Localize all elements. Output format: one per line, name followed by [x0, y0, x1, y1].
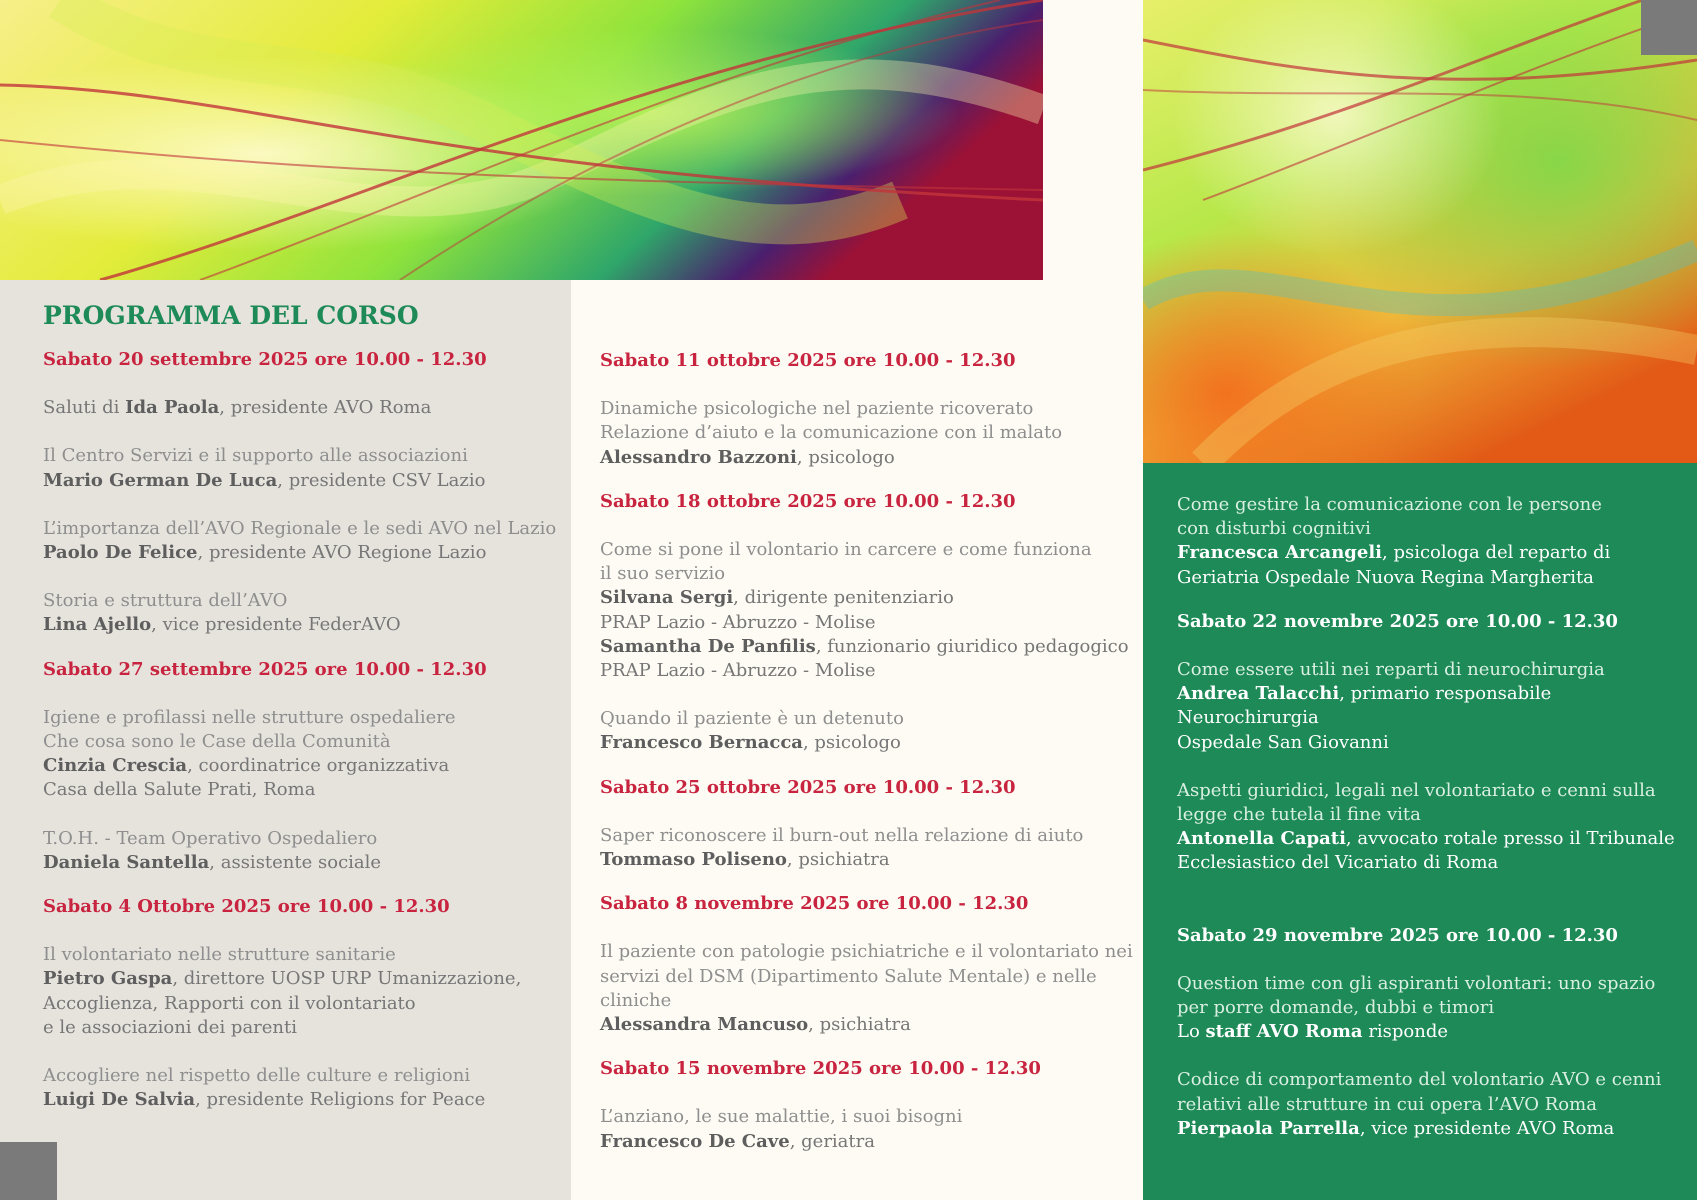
session-date: Sabato 29 novembre 2025 ore 10.00 - 12.30: [1177, 924, 1618, 946]
session-date: Sabato 18 ottobre 2025 ore 10.00 - 12.30: [600, 490, 1016, 512]
talk-topic: Accogliere nel rispetto delle culture e religioni: [43, 1065, 471, 1087]
speaker-affiliation: Ecclesiastico del Vicariato di Roma: [1177, 852, 1499, 874]
talk-speaker: Samantha De Panfilis, funzionario giuridico pedagogico: [600, 635, 1129, 657]
talk-topic: L’importanza dell’AVO Regionale e le sedi AVO nel Lazio: [43, 517, 557, 539]
talk-topic: Question time con gli aspiranti volontari: uno spazio: [1177, 972, 1656, 994]
programme-column-1: [43, 300, 563, 1112]
talk-topic: Storia e struttura dell’AVO: [43, 590, 288, 612]
talk-topic: con disturbi cognitivi: [1177, 518, 1371, 540]
corner-tab-bottom-left: [0, 1142, 57, 1200]
abstract-artwork-right: [1143, 0, 1697, 463]
talk-speaker: Antonella Capati, avvocato rotale presso il Tribunale: [1177, 828, 1675, 850]
talk-topic: Codice di comportamento del volontario AVO e cenni: [1177, 1069, 1662, 1091]
talk-topic: Relazione d’aiuto e la comunicazione con il malato: [600, 422, 1063, 444]
talk-topic: T.O.H. - Team Operativo Ospedaliero: [43, 827, 378, 849]
talk-speaker: Alessandra Mancuso, psichiatra: [600, 1014, 911, 1036]
talk-topic: Il paziente con patologie psichiatriche e il volontariato nei: [600, 941, 1133, 963]
talk-speaker: Lo staff AVO Roma risponde: [1177, 1021, 1449, 1043]
talk-topic: per porre domande, dubbi e timori: [1177, 997, 1495, 1019]
session-date: Sabato 4 Ottobre 2025 ore 10.00 - 12.30: [43, 896, 450, 918]
talk-speaker: Cinzia Crescia, coordinatrice organizzativa: [43, 755, 450, 777]
session-date: Sabato 11 ottobre 2025 ore 10.00 - 12.30: [600, 350, 1016, 371]
talk-topic: Saper riconoscere il burn-out nella relazione di aiuto: [600, 824, 1084, 846]
talk-topic: Che cosa sono le Case della Comunità: [43, 731, 391, 753]
talk-topic: il suo servizio: [600, 563, 726, 585]
talk-speaker: Andrea Talacchi, primario responsabile Neurochirurgia: [1177, 683, 1552, 729]
session-date: Sabato 25 ottobre 2025 ore 10.00 - 12.30: [600, 776, 1016, 798]
talk-speaker: Saluti di Ida Paola, presidente AVO Roma: [43, 397, 432, 419]
talk-speaker: Francesca Arcangeli, psicologa del reparto di: [1177, 542, 1611, 564]
speaker-affiliation: Geriatria Ospedale Nuova Regina Margherita: [1177, 566, 1594, 588]
speaker-affiliation: Casa della Salute Prati, Roma: [43, 779, 316, 801]
speaker-affiliation: Ospedale San Giovanni: [1177, 731, 1389, 753]
abstract-artwork-top: [0, 0, 1043, 280]
programme-column-2: [600, 349, 1135, 1154]
talk-topic: Il volontariato nelle strutture sanitarie: [43, 944, 396, 966]
talk-topic: relativi alle strutture in cui opera l’AVO Roma: [1177, 1093, 1597, 1115]
talk-topic: Dinamiche psicologiche nel paziente ricoverato: [600, 398, 1034, 420]
session-date: Sabato 8 novembre 2025 ore 10.00 - 12.30: [600, 893, 1029, 915]
talk-speaker: Silvana Sergi, dirigente penitenziario: [600, 587, 954, 609]
talk-speaker: Alessandro Bazzoni, psicologo: [600, 446, 895, 468]
talk-topic: Come si pone il volontario in carcere e come funziona: [600, 539, 1092, 561]
talk-topic: legge che tutela il fine vita: [1177, 804, 1421, 826]
session-date: Sabato 22 novembre 2025 ore 10.00 - 12.30: [1177, 610, 1618, 632]
talk-topic: L’anziano, le sue malattie, i suoi bisogni: [600, 1106, 963, 1128]
talk-topic: servizi del DSM (Dipartimento Salute Mentale) e nelle cliniche: [600, 965, 1097, 1011]
talk-topic: Igiene e profilassi nelle strutture ospedaliere: [43, 706, 456, 728]
talk-speaker: Francesco De Cave, geriatra: [600, 1130, 875, 1152]
corner-tab-top-right: [1641, 0, 1697, 55]
talk-speaker: Pietro Gaspa, direttore UOSP URP Umanizzazione,: [43, 968, 522, 990]
talk-speaker: Pierpaola Parrella, vice presidente AVO Roma: [1177, 1117, 1615, 1139]
page-title: PROGRAMMA DEL CORSO: [43, 301, 419, 330]
speaker-affiliation: e le associazioni dei parenti: [43, 1016, 298, 1038]
talk-speaker: Mario German De Luca, presidente CSV Lazio: [43, 469, 486, 491]
talk-topic: Come essere utili nei reparti di neurochirurgia: [1177, 659, 1605, 681]
programme-column-3: [1177, 493, 1687, 1141]
talk-speaker: Paolo De Felice, presidente AVO Regione Lazio: [43, 542, 487, 564]
talk-topic: Aspetti giuridici, legali nel volontariato e cenni sulla: [1177, 779, 1656, 801]
talk-topic: Come gestire la comunicazione con le persone: [1177, 494, 1602, 515]
talk-speaker: Lina Ajello, vice presidente FederAVO: [43, 614, 401, 636]
talk-speaker: Daniela Santella, assistente sociale: [43, 851, 382, 873]
session-date: Sabato 27 settembre 2025 ore 10.00 - 12.30: [43, 658, 487, 680]
talk-speaker: Francesco Bernacca, psicologo: [600, 732, 901, 754]
session-date: Sabato 15 novembre 2025 ore 10.00 - 12.30: [600, 1058, 1041, 1080]
talk-speaker: Luigi De Salvia, presidente Religions for Peace: [43, 1089, 486, 1111]
speaker-affiliation: PRAP Lazio - Abruzzo - Molise: [600, 660, 876, 682]
speaker-affiliation: Accoglienza, Rapporti con il volontariato: [43, 992, 416, 1014]
talk-topic: Il Centro Servizi e il supporto alle associazioni: [43, 445, 468, 467]
talk-topic: Quando il paziente è un detenuto: [600, 708, 904, 730]
talk-speaker: Tommaso Poliseno, psichiatra: [600, 849, 890, 871]
speaker-affiliation: PRAP Lazio - Abruzzo - Molise: [600, 611, 876, 633]
session-date: Sabato 20 settembre 2025 ore 10.00 - 12.30: [43, 349, 487, 370]
